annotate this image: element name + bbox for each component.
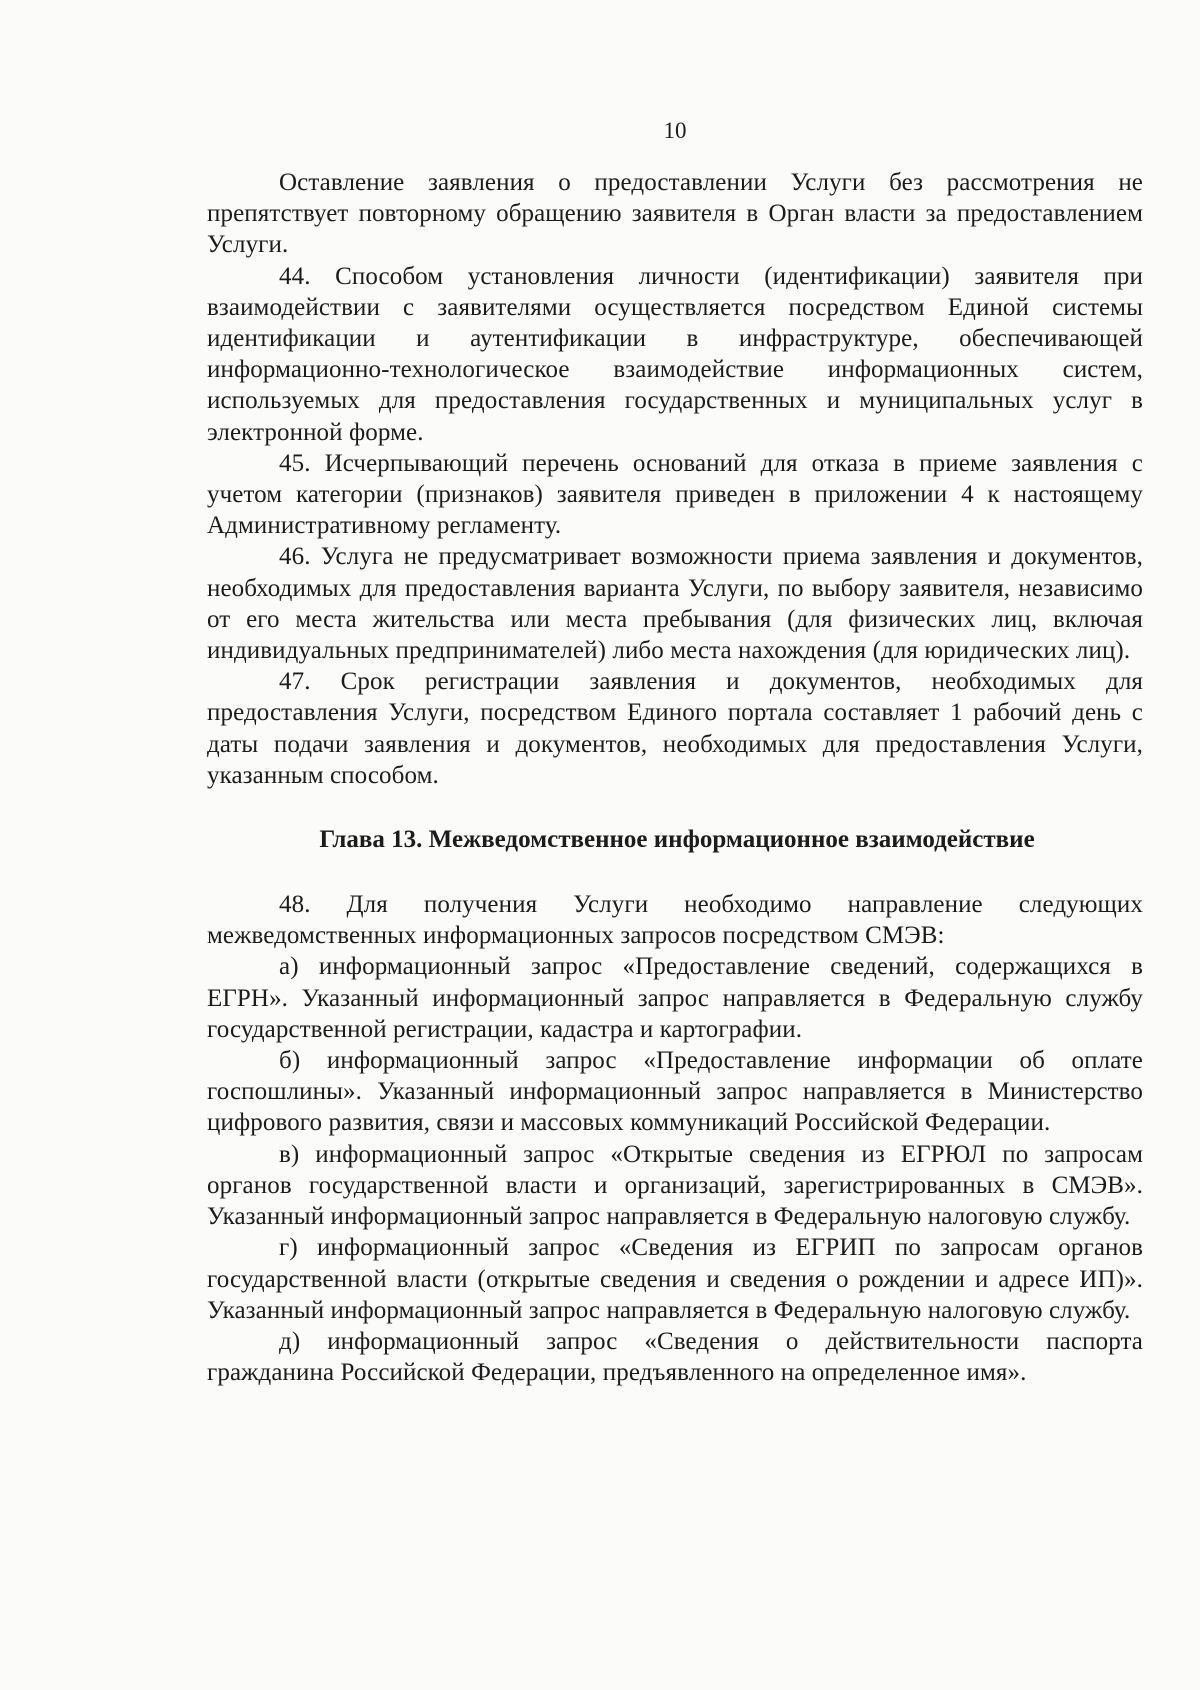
- paragraph-44: 44. Способом установления личности (идентификации) заявителя при взаимодействии с заявителями осуществляется посредством Единой системы идентификации и аутентификации в инфраструктуре, обеспечивающей информационно-технологическое взаимодействие информационных систем, используемых для предоставления государственных и муниципальных услуг в электронной форме.: [207, 262, 1143, 446]
- paragraph-48-v: в) информационный запрос «Открытые сведения из ЕГРЮЛ по запросам органов государственной власти и организаций, зарегистрированных в СМЭВ». Указанный информационный запрос направляется в Федеральную налоговую службу.: [207, 1140, 1143, 1231]
- document-body: [207, 167, 1143, 1388]
- chapter-13-heading: Глава 13. Межведомственное информационное взаимодействие: [319, 826, 1035, 854]
- paragraph-46: 46. Услуга не предусматривает возможности приема заявления и документов, необходимых для предоставления варианта Услуги, по выбору заявителя, независимо от его места жительства или места пребывания (для физических лиц, включая индивидуальных предпринимателей) либо места нахождения (для юридических лиц).: [207, 543, 1143, 665]
- paragraph-48: 48. Для получения Услуги необходимо направление следующих межведомственных информационных запросов посредством СМЭВ:: [207, 891, 1143, 950]
- paragraph-47: 47. Срок регистрации заявления и документов, необходимых для предоставления Услуги, посредством Единого портала составляет 1 рабочий день с даты подачи заявления и документов, необходимых для предоставления Услуги, указанным способом.: [207, 668, 1143, 789]
- paragraph-leave-without-consideration: Оставление заявления о предоставлении Услуги без рассмотрения не препятствует повторному обращению заявителя в Орган власти за предоставлением Услуги.: [207, 169, 1143, 259]
- paragraph-48-d: д) информационный запрос «Сведения о действительности паспорта гражданина Российской Федерации, предъявленного на определенное имя».: [207, 1327, 1143, 1387]
- page-number: 10: [663, 118, 687, 143]
- paragraph-48-a: а) информационный запрос «Предоставление сведений, содержащихся в ЕГРН». Указанный информационный запрос направляется в Федеральную службу государственной регистрации, кадастра и картографии.: [207, 953, 1143, 1043]
- paragraph-48-b: б) информационный запрос «Предоставление информации об оплате госпошлины». Указанный информационный запрос направляется в Министерство цифрового развития, связи и массовых коммуникаций Российской Федерации.: [207, 1047, 1143, 1137]
- paragraph-45: 45. Исчерпывающий перечень оснований для отказа в приеме заявления с учетом категории (признаков) заявителя приведен в приложении 4 к настоящему Административному регламенту.: [207, 449, 1143, 540]
- paragraph-48-g: г) информационный запрос «Сведения из ЕГРИП по запросам органов государственной власти (открытые сведения и сведения о рождении и адресе ИП)». Указанный информационный запрос направляется в Федеральную налоговую службу.: [207, 1234, 1143, 1324]
